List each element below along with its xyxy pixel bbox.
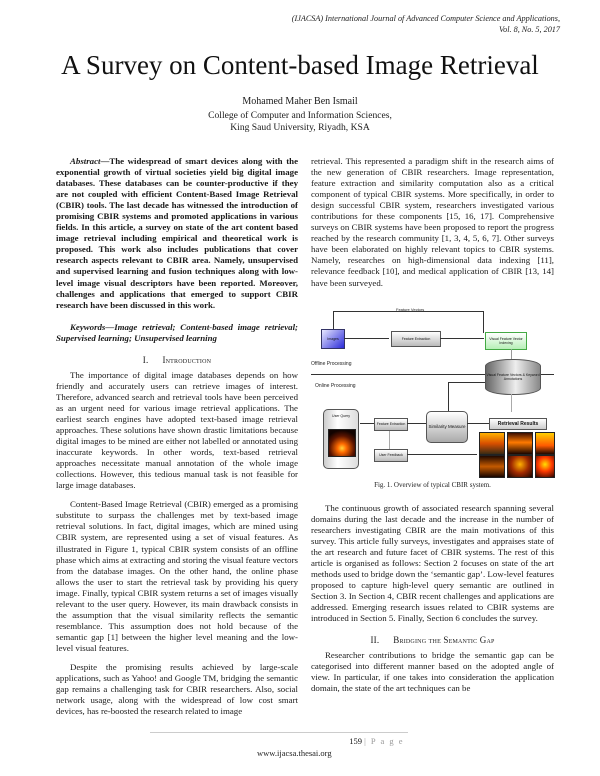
semantic-gap-paragraph-1: Researcher contributions to bridge the semantic gap can be categorised into different manner based on the adopted angle of view. In particular, if one takes into consideration the application domain, the state of the art techniques can be bbox=[311, 650, 554, 694]
abstract bbox=[56, 156, 298, 311]
query-image-thumbnail bbox=[328, 429, 356, 457]
intro-paragraph-4: The continuous growth of associated research spanning several domains during the last decade and the increase in the number of researchers investigating CBIR are the main motivations of this survey. This article fully surveys, investigates and appraises state of the art research and future facet of CBIR systems. The rest of this article is organised as follows: Section 2 focuses on state of the art methods used to bridge down the ‘semantic gap’. Low-level features proposed to capture high-level query semantic are outlined in Section 3. In Section 4, CBIR recent challenges and applications are addressed. Emerging research issues related to CBIR systems are introduced in Section 5. Finally, Section 6 concludes the survey. bbox=[311, 502, 554, 624]
offline-label: Offline Processing bbox=[311, 360, 352, 367]
journal-header bbox=[292, 13, 560, 35]
section-number: I. bbox=[142, 354, 149, 365]
result-thumbnail-3 bbox=[535, 432, 555, 455]
retrieval-results-label: Retrieval Results bbox=[489, 418, 547, 430]
right-column bbox=[311, 156, 554, 694]
paper-title: A Survey on Content-based Image Retrieval bbox=[61, 50, 539, 80]
visual-feature-indexing-box: Visual Feature Vector Indexing bbox=[485, 332, 527, 350]
intro-paragraph-1: The importance of digital image databases depends on how friendly and accurately users can retrieve images of interest. Therefore, advanced search and retrieval tools have been perceived as an urgent need for various image retrieval applications. The earliest search engines have adopted text-based image retrieval approaches. These solutions have shown drastic limitations because digital images to be mined are either not labelled or annotated using inaccurate keywords. In other words, text-based retrieval approaches necessitate manual annotation of the whole image collections. However, this tedious manual task is not feasible for large image databases. bbox=[56, 369, 298, 491]
user-feedback-box: User Feedback bbox=[374, 449, 408, 462]
result-thumbnail-4 bbox=[479, 455, 505, 478]
section-heading-semantic-gap bbox=[311, 635, 554, 646]
section-heading-introduction bbox=[56, 355, 298, 366]
page-number-value: 159 bbox=[349, 736, 362, 746]
abstract-text: —The widespread of smart devices along with the exponential growth of virtual societies yield big digital image databases. These databases can be counter-productive if they are not coupled with efficient Content-Based Image Retrieval (CBIR) tools. The last decade has witnessed the introduction of promising CBIR systems and promoted applications in various fields. In this article, a survey on state of the art content based image retrieval including empirical and theoretical work is proposed. This work also includes publications that cover research aspects relevant to CBIR area. Namely, unsupervised and supervised learning and fusion techniques along with low-level image visual descriptors have been reported. Moreover, challenges and applications that emerged to support CBIR research have been discussed in this work. bbox=[56, 156, 298, 310]
arrow-extract-index bbox=[440, 338, 484, 339]
figure-cbir-overview bbox=[311, 303, 554, 476]
feedback-line-right bbox=[483, 311, 484, 333]
extract-to-similarity bbox=[407, 423, 426, 424]
left-column bbox=[56, 156, 298, 717]
result-thumbnail-6 bbox=[535, 455, 555, 478]
db-to-results bbox=[511, 394, 512, 412]
journal-name: (IJACSA) International Journal of Advanced Computer Science and Applications, bbox=[291, 14, 560, 23]
section-title: Introduction bbox=[162, 354, 212, 365]
intro-paragraph-2: Content-Based Image Retrieval (CBIR) emerged as a promising substitute to surpass the challenges met by text-based image retrieval solutions. In fact, digital images, which are mined using CBIR system, are represented using a set of visual features. As illustrated in Figure 1, typical CBIR system consists of an offline phase which aims at extracting and storing the visual feature vectors from the database images. On the other hand, the online phase allows the user to start the retrieval task by providing his query image. Finally, typical CBIR system returns a set of images visually relevant to the user query. However, its main drawback consists in the assumption that the visual similarity reflects the semantic resemblance. This assumption does not hold because of the semantic gap [1] between the higher level meaning and the low-level visual features. bbox=[56, 499, 298, 653]
result-thumbnail-5 bbox=[507, 455, 533, 478]
author-affiliation-2: King Saud University, Riyadh, KSA bbox=[230, 122, 370, 133]
images-box: Images bbox=[321, 329, 345, 349]
intro-paragraph-3-continued: retrieval. This represented a paradigm shift in the research aims of the new generation of CBIR researchers. Image representation, feature extraction and similarity computation also as a critical component of typical CBIR systems. More specifically, in order to design successful CBIR system, researchers investigated various contributions for these components [15, 16, 17]. Comprehensive surveys on CBIR systems have been proposed to report the progress reached by the research community [1, 3, 4, 5, 6, 7]. Other surveys have been elaborated on highly relevant topics to CBIR systems. Namely, researches on high-dimensional data indexing [11], relevance feedback [10], and medical application of CBIR [13, 14] have been surveyed. bbox=[311, 156, 554, 288]
page-number bbox=[349, 736, 404, 746]
journal-url[interactable]: www.ijacsa.thesai.org bbox=[257, 748, 332, 758]
database-cylinder: Visual Feature Vectors & Keyword Annotations bbox=[485, 359, 541, 395]
keywords: Keywords—Image retrieval; Content-based image retrieval; Supervised learning; Unsupervised learning bbox=[56, 321, 298, 343]
feature-extraction-box: Feature Extraction bbox=[391, 331, 441, 347]
result-thumbnail-2 bbox=[507, 432, 533, 455]
abstract-lead: Abstract bbox=[70, 156, 101, 166]
query-to-extract bbox=[360, 423, 374, 424]
arrow-images-extract bbox=[344, 338, 389, 339]
online-label: Online Processing bbox=[315, 382, 356, 389]
similarity-to-results bbox=[467, 423, 489, 424]
db-to-similarity-h bbox=[448, 382, 485, 383]
query-feature-extraction-box: Feature Extraction bbox=[374, 418, 408, 431]
arrow-index-db bbox=[511, 349, 512, 359]
similarity-measure-box: Similarity Measure bbox=[426, 411, 468, 443]
section-number: II. bbox=[370, 635, 380, 646]
feedback-to-extract bbox=[389, 431, 390, 449]
intro-paragraph-3: Despite the promising results achieved by large-scale applications, such as Yahoo! and Google TM, bridging the semantic gap remains a challenging task for CBIR researchers. Also, social network usage, along with the widespread of low cost smart devices, has re-boosted the research related to image bbox=[56, 661, 298, 717]
footer-divider bbox=[150, 732, 408, 733]
author-name: Mohamed Maher Ben Ismail bbox=[242, 96, 358, 107]
db-to-similarity-v bbox=[448, 382, 449, 412]
section-title: Bridging the Semantic Gap bbox=[393, 635, 495, 646]
results-to-feedback bbox=[407, 454, 477, 455]
page-label: | P a g e bbox=[364, 736, 404, 746]
journal-volume: Vol. 8, No. 5, 2017 bbox=[499, 25, 560, 34]
user-query-label: User Query bbox=[332, 413, 350, 418]
author-block bbox=[0, 96, 600, 135]
result-thumbnail-1 bbox=[479, 432, 505, 455]
figure-caption: Fig. 1. Overview of typical CBIR system. bbox=[374, 480, 491, 489]
feedback-line-left bbox=[333, 311, 334, 331]
top-label: Feature Vectors bbox=[396, 306, 425, 312]
author-affiliation-1: College of Computer and Information Sciences, bbox=[208, 109, 392, 121]
